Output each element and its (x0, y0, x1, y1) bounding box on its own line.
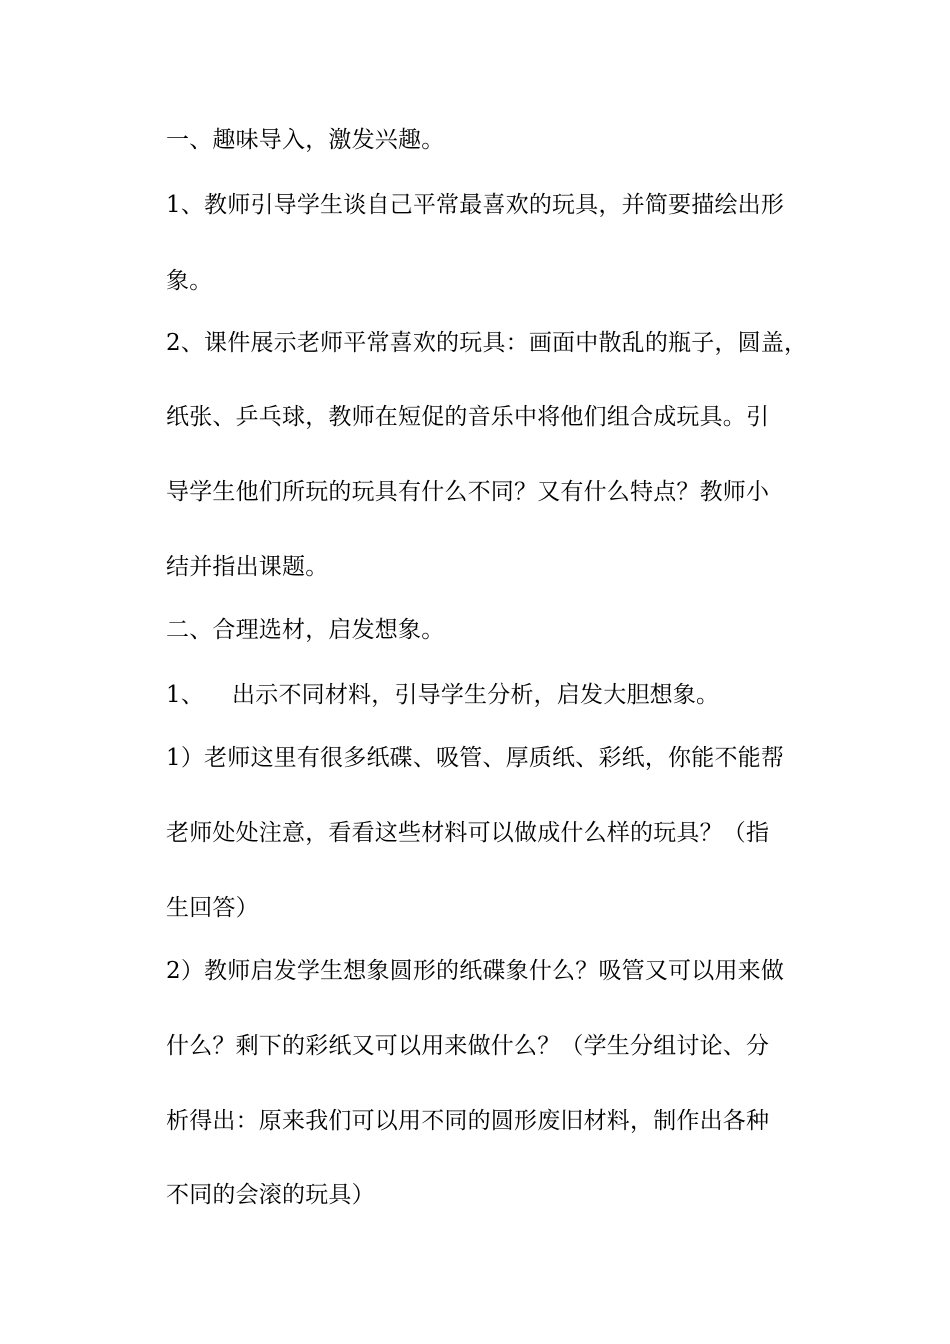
section1-item1-line1: 1、教师引导学生谈自己平常最喜欢的玩具，并简要描绘出形 (166, 192, 785, 218)
section2-sub2-line1: 2）教师启发学生想象圆形的纸碟象什么？吸管又可以用来做 (166, 958, 785, 984)
section2-sub1-line1: 1）老师这里有很多纸碟、吸管、厚质纸、彩纸，你能不能帮 (166, 745, 785, 771)
section2-item1: 1、 出示不同材料，引导学生分析，启发大胆想象。 (166, 682, 720, 708)
section1-item2-line3: 导学生他们所玩的玩具有什么不同？又有什么特点？教师小 (166, 479, 770, 505)
item-number: 2 (166, 958, 181, 984)
section2-sub1-line3: 生回答） (166, 895, 259, 921)
item-number: 1 (166, 745, 181, 771)
item-number: 1 (166, 682, 181, 708)
item-number: 2 (166, 330, 181, 356)
section1-item2-line2: 纸张、乒乓球，教师在短促的音乐中将他们组合成玩具。引 (166, 404, 770, 430)
section1-item1-line2: 象。 (166, 268, 213, 294)
section2-sub2-line2: 什么？剩下的彩纸又可以用来做什么？（学生分组讨论、分 (166, 1033, 770, 1059)
section2-sub2-line4: 不同的会滚的玩具） (166, 1182, 375, 1208)
section1-item2-line4: 结并指出课题。 (166, 554, 329, 580)
section1-heading: 一、趣味导入，激发兴趣。 (166, 127, 445, 153)
section1-item2-line1: 2、课件展示老师平常喜欢的玩具：画面中散乱的瓶子，圆盖， (166, 330, 808, 356)
section2-sub1-line2: 老师处处注意，看看这些材料可以做成什么样的玩具？（指 (166, 820, 770, 846)
item-number: 1 (166, 192, 181, 218)
section2-heading: 二、合理选材，启发想象。 (166, 617, 445, 643)
section2-sub2-line3: 析得出：原来我们可以用不同的圆形废旧材料，制作出各种 (166, 1108, 770, 1134)
